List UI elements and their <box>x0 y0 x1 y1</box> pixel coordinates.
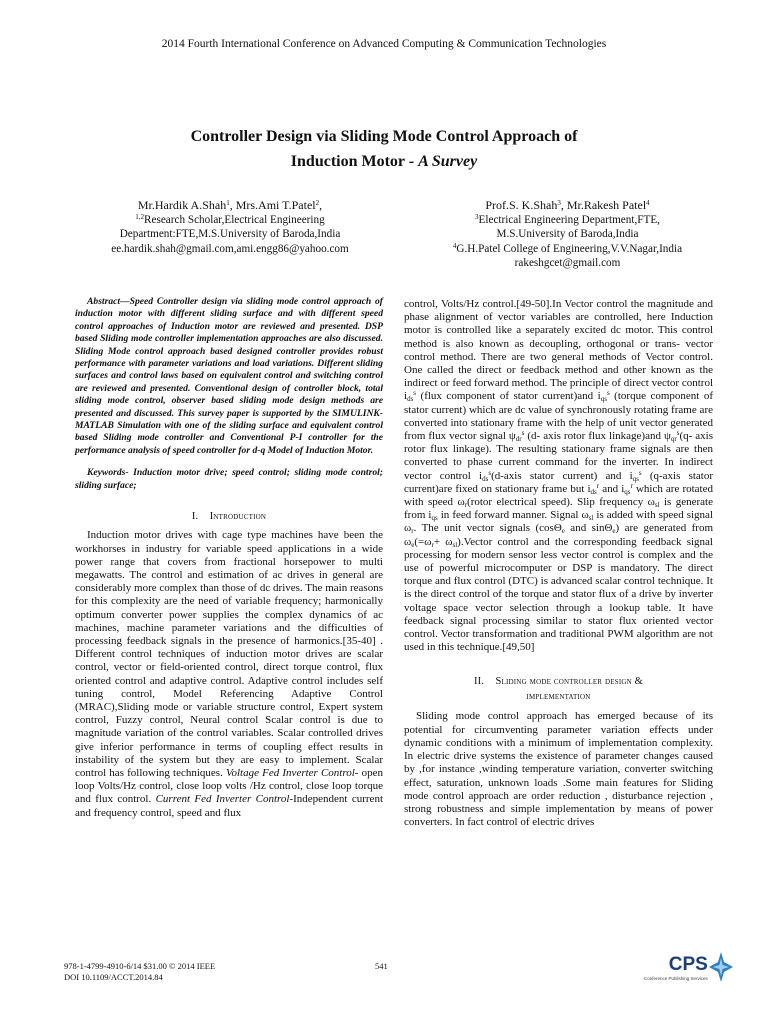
rc-text-18: + ω <box>433 535 453 548</box>
aff4-text: G.H.Patel College of Engineering,V.V.Nagar,India <box>456 242 683 255</box>
intro-italic-1: Voltage Fed Inverter Control- <box>226 766 359 779</box>
authors-left <box>60 198 400 256</box>
vector-control-paragraph <box>404 298 713 654</box>
iqs-sub-3: qs <box>624 487 631 496</box>
author-2: , Mrs.Ami T.Patel <box>229 198 316 212</box>
cos-e-sub: e <box>561 527 565 536</box>
author-4: , Mr.Rakesh Patel <box>560 198 647 212</box>
email-right: rakeshgcet@gmail.com <box>514 257 621 269</box>
rc-text-15: and sinΘ <box>564 522 613 535</box>
rc-text-16: ) are generated from ω <box>404 522 713 548</box>
paper-title <box>0 124 768 174</box>
section-2-line-1 <box>404 674 713 689</box>
wr-sub-2: r <box>431 540 434 549</box>
cps-logo-subtitle: Conference Publishing Services <box>644 975 708 981</box>
intro-italic-2: Current Fed Inverter Control- <box>155 793 294 806</box>
section-2-paragraph: Sliding mode control approach has emerged because of its potential for circumventing parameter variation effects under dynamic conditions with a minimum of implementation complexity. In electric drive systems the existence of parameter changes caused by ,for instance ,winding temperature variation, converter switching effect, saturation, unknown loads .Some main features for Sliding mode control approach are order reduction , disturbance rejection , strong robustness and simple implementation by means of power converters. In fact control of electric drives <box>404 710 713 829</box>
authors-right <box>405 198 730 271</box>
aff-left-text: Research Scholar,Electrical Engineering <box>144 213 325 226</box>
rc-text-14: . The unit vector signals (cosΘ <box>413 522 562 535</box>
author-names-right <box>405 198 730 213</box>
rc-text-4: (d- axis rotor flux linkage)and ψ <box>524 430 671 443</box>
section-2-num: II. <box>473 676 485 688</box>
aff3-sup: 3 <box>475 212 479 221</box>
intro-paragraph <box>75 529 383 819</box>
sin-e-sub: e <box>612 527 616 536</box>
iqs-sup-3: r <box>630 481 633 490</box>
affiliation-left-2: Department:FTE,M.S.University of Baroda,India <box>119 228 341 240</box>
title-survey: A Survey <box>418 153 478 170</box>
aff3-text: Electrical Engineering Department,FTE, <box>478 213 660 226</box>
iqs-sup: s <box>606 389 610 398</box>
rc-text-11: is generate from i <box>404 496 713 522</box>
intro-text-a: Induction motor drives with cage type machines have been the workhorses in industry for variable speed applications in a wide power range that covers from fractional horsepower to multi megawatts. The control and estimation of ac drives in general are considerably more complex than those of dc drives. The main reasons for this complexity are the need of variable frequency; harmonically optimum converter power supplies the complex dynamics of ac machines, machine parameter variations and the difficulties of processing feedback signals in the presence of harmonics.[35-40] . Different control techniques of induction motor drives are scalar control, vector or field-oriented control, direct torque control, flux oriented control and adaptive control. Adaptive control includes self tuning control, Model Referencing Adaptive Control (MRAC),Sliding mode or variable structure control, Expert system control, Fuzzy control, Neural control Scalar control is due to magnitude variation of the control variables. Scalar controlled drives give inferior performance in terms of coupling effect results in instability of the system but they are easy to implement. Scalar control has following techniques. <box>75 529 383 779</box>
footer-isbn: 978-1-4799-4910-6/14 $31.00 © 2014 IEEE <box>64 961 216 971</box>
rc-text-1: control, Volts/Hz control.[49-50].In Vector control the magnitude and phase alignment of vector variables are controlled, here Induction motor is controlled like a separately excited dc motor. This control method is also known as decoupling, orthogonal or trans- vector control method. There are two general methods of Vector control. One called the direct or feedback method and other known as the indirect or feed forward method. The principle of direct vector control i <box>404 298 713 403</box>
rc-text-10: (rotor electrical speed). Slip frequency ω <box>467 496 655 509</box>
left-column <box>75 296 383 820</box>
conference-header: 2014 Fourth International Conference on Advanced Computing & Communication Technologies <box>161 38 607 50</box>
keywords: Keywords- Induction motor drive; speed control; sliding mode control; sliding surface; <box>75 467 383 491</box>
author-1: Mr.Hardik A.Shah <box>137 198 227 212</box>
section-2-heading <box>404 674 713 704</box>
rc-text-3: (torque component of stator current) which are dc value of synchronously rotating frame are converted into stationary frame with the help of unit vector generated from flux vector signal ψ <box>404 390 714 443</box>
footer-doi: DOI 10.1109/ACCT.2014.84 <box>64 972 163 982</box>
section-2-title-a: Sliding mode controller design & <box>495 676 644 688</box>
author-1-sup: 1 <box>226 199 230 207</box>
rc-text-9: which are rotated with speed ω <box>404 482 713 509</box>
title-line-2-text: Induction Motor - <box>290 153 419 170</box>
ids-sub-2: ds <box>482 474 489 483</box>
cps-logo-text: CPS <box>668 953 708 975</box>
aff-sup-left: 1,2 <box>135 212 145 221</box>
iqs-sub: qs <box>600 395 607 404</box>
author-names-left <box>60 198 400 213</box>
affiliation-right-3 <box>405 242 730 257</box>
psi-qr-sub: qr <box>670 435 677 444</box>
wsl-sub: sl <box>654 501 660 510</box>
author-3-sup: 3 <box>557 199 561 207</box>
email-left: ee.hardik.shah@gmail.com,ami.engg86@yahoo.com <box>111 242 349 255</box>
rc-text-6: (d-axis stator current) and i <box>491 469 633 482</box>
ids-sup-2: s <box>488 468 492 477</box>
title-line-2 <box>0 149 768 174</box>
ids-sup: s <box>413 389 417 398</box>
author-3: Prof.S. K.Shah <box>485 198 558 212</box>
iqs-sub-4: qs <box>431 514 438 523</box>
aff4-sup: 4 <box>452 241 457 250</box>
cps-star-icon <box>709 952 733 982</box>
footer-left <box>64 961 215 983</box>
author-4-sup: 4 <box>646 199 650 207</box>
title-line-1: Controller Design via Sliding Mode Control Approach of <box>190 128 578 145</box>
rc-text-2: (flux component of stator current)and i <box>416 390 601 403</box>
right-column <box>404 298 713 829</box>
ids-sub: ds <box>407 395 414 404</box>
psi-dr-sub: dr <box>515 435 522 444</box>
psi-dr-sup: s <box>521 429 525 438</box>
rc-text-8: and i <box>599 482 625 495</box>
iqs-sup-2: s <box>638 468 642 477</box>
author-2-sup: 2 <box>315 199 320 207</box>
iqs-sub-2: qs <box>632 474 639 483</box>
cps-logo <box>644 952 733 982</box>
ids-sup-3: r <box>596 481 600 490</box>
rc-text-5: (q- axis rotor flux linkage). The resulting stationary frame signals are then converted to phase current command for the inverter. In indirect vector control i <box>404 430 713 482</box>
ids-sub-3: ds <box>590 487 597 496</box>
author-sep: , <box>319 198 323 212</box>
page-number: 541 <box>375 961 388 971</box>
wsl-sub-3: sl <box>452 540 458 549</box>
rc-text-19: ).Vector control and the corresponding feedback signal processing for modern sensor less vector control is complex and the use of powerful microcomputer or DSP is mandatory. The direct torque and flux control (DTC) is advanced scalar control technique. It is the direct control of the torque and stator flux of a drive by inverter voltage space vector selection through a lookup table. It have feedback signal processing similar to stator flux oriented vector control. Vector transformation and traditional PWM algorithm are not used in this technique.[49,50] <box>404 535 713 654</box>
affiliation-left-1 <box>60 213 400 228</box>
rc-text-12: in feed forward manner. Signal ω <box>437 509 589 522</box>
intro-text-b: open loop Volts/Hz control, close loop volts /Hz control, close loop torque and flux control. <box>75 766 384 806</box>
section-1-num: I. <box>191 511 199 523</box>
wr-sub: r <box>464 501 468 510</box>
rc-text-17: (=ω <box>414 535 432 548</box>
rc-text-13: is added with speed signal ω <box>404 509 713 535</box>
section-1-heading <box>75 510 383 523</box>
wsl-sub-2: sl <box>588 514 594 523</box>
we-sub-2: e <box>411 540 415 549</box>
intro-text-c: Independent current and frequency control, speed and flux <box>75 793 383 819</box>
rc-text-7: (q-axis stator current)are fixed on stationary frame but i <box>404 469 714 495</box>
we-sub: r <box>411 527 414 536</box>
affiliation-right-1 <box>405 213 730 228</box>
section-1-title: Introduction <box>209 511 267 523</box>
psi-qr-sup: s <box>676 429 680 438</box>
abstract: Abstract—Speed Controller design via sliding mode control approach of induction motor with different sliding surface and with different speed control approaches of Induction motor are reviewed and presented. DSP based Sliding mode controller implementation approaches are also discussed. Sliding Mode control approach based designed controller provides robust performance with parameter variations and load variations. Different sliding surfaces and control laws based on equivalent control and switching control are reviewed and presented. Conventional design of controller block, total sliding mode control, observer based sliding mode design methods are presented and discussed. This survey paper is supported by the SIMULINK-MATLAB Simulation with one of the sliding surface and equivalent control based Sliding mode controller and Conventional P-I controller for the performance analysis of speed controller for d-q Model of Induction Motor. <box>75 296 383 456</box>
affiliation-right-2: M.S.University of Baroda,India <box>496 228 639 240</box>
section-2-line-2: implementation <box>526 691 591 703</box>
cps-logo-text-block <box>644 954 708 981</box>
